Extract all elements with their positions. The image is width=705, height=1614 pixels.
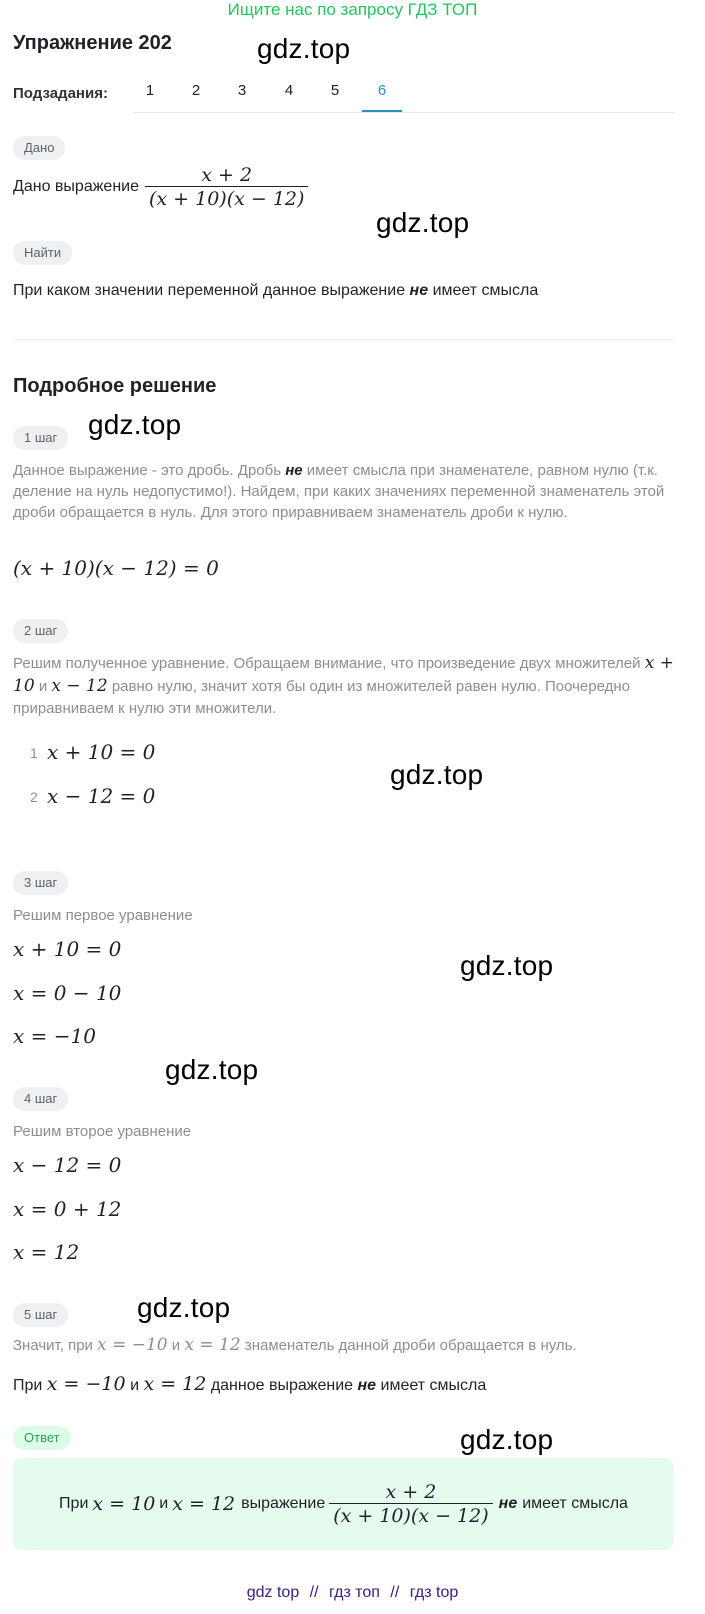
tab-3[interactable]: 3 [237, 82, 247, 99]
answer-pre: При [59, 1495, 89, 1512]
watermark: gdz.top [390, 759, 484, 790]
step2-text-b: равно нулю, значит хотя бы один из множителей равен нулю. Поочередно приравниваем к нулю эти множители. [13, 678, 631, 717]
watermark: gdz.top [460, 1424, 554, 1455]
step1-equation: (x + 10)(x − 12) = 0 [13, 556, 219, 580]
step2-factor1: x + 10 [13, 653, 674, 696]
step4-line-1: x − 12 = 0 [13, 1153, 122, 1177]
answer-mid: выражение [241, 1495, 326, 1512]
footer-link-2[interactable]: гдз топ [329, 1584, 380, 1601]
step4-line-3: x = 12 [13, 1240, 80, 1264]
given-badge: Дано [13, 136, 65, 160]
watermark: gdz.top [257, 33, 351, 64]
subtasks-label: Подзадания: [13, 85, 108, 102]
step3-text: Решим первое уравнение [13, 907, 193, 924]
watermark: gdz.top [460, 950, 554, 981]
answer-v1: x = 10 [92, 1493, 156, 1515]
step5-conclusion [13, 1373, 486, 1395]
answer-emph: не [498, 1495, 518, 1512]
find-badge: Найти [13, 241, 72, 265]
watermark: gdz.top [376, 207, 470, 238]
step5-c-post: имеет смысла [380, 1377, 487, 1394]
step1-badge: 1 шаг [13, 426, 68, 450]
step1-text-a: Данное выражение - это дробь. Дробь [13, 462, 282, 479]
step5-c-pre: При [13, 1377, 43, 1394]
step1-emph: не [285, 462, 303, 479]
given-denominator: (x + 10)(x − 12) [145, 186, 308, 210]
tab-6-active[interactable]: 6 [377, 82, 387, 99]
answer-denominator: (x + 10)(x − 12) [329, 1503, 492, 1527]
page-title: Упражнение 202 [13, 32, 172, 54]
step5-c-and: и [130, 1377, 139, 1394]
footer-links [0, 1584, 705, 1602]
step5-c-emph: не [357, 1377, 377, 1394]
step4-line-2: x = 0 + 12 [13, 1197, 122, 1221]
answer-v2: x = 12 [172, 1493, 236, 1515]
top-banner[interactable]: Ищите нас по запросу ГДЗ ТОП [227, 0, 478, 19]
step3-line-1: x + 10 = 0 [13, 937, 122, 961]
tab-4[interactable]: 4 [284, 82, 294, 99]
solution-title: Подробное решение [13, 375, 217, 397]
step3-badge: 3 шаг [13, 871, 68, 895]
given-fraction [145, 164, 308, 210]
step5-v2: x = 12 [184, 1335, 241, 1355]
step5-text-a: Значит, при [13, 1337, 93, 1354]
watermark: gdz.top [137, 1292, 231, 1323]
answer-and: и [159, 1495, 169, 1512]
tab-1[interactable]: 1 [145, 82, 155, 99]
watermark: gdz.top [88, 409, 182, 440]
step2-text-a: Решим полученное уравнение. Обращаем внимание, что произведение двух множителей [13, 655, 641, 672]
answer-post: имеет смысла [522, 1495, 628, 1512]
step5-and: и [171, 1337, 181, 1354]
answer-badge: Ответ [13, 1426, 71, 1450]
answer-text [13, 1474, 674, 1534]
footer-sep-2: // [390, 1584, 400, 1601]
find-text-before: При каком значении переменной данное выражение [13, 282, 406, 299]
step3-line-3: x = −10 [13, 1024, 96, 1048]
step5-c-v2: x = 12 [143, 1373, 207, 1395]
answer-fraction [329, 1481, 492, 1527]
step5-c-v1: x = −10 [46, 1373, 126, 1395]
step2-factor2: x − 12 [51, 676, 108, 696]
step2-badge: 2 шаг [13, 619, 68, 643]
tab-2[interactable]: 2 [191, 82, 201, 99]
footer-link-1[interactable]: gdz top [246, 1584, 300, 1601]
step5-badge: 5 шаг [13, 1303, 68, 1327]
step4-text: Решим второе уравнение [13, 1123, 192, 1140]
step2-and: и [38, 678, 48, 695]
step2-item-1-eq: x + 10 = 0 [47, 740, 156, 764]
tab-5[interactable]: 5 [330, 82, 340, 99]
step5-c-mid: данное выражение [210, 1377, 354, 1394]
step4-badge: 4 шаг [13, 1087, 68, 1111]
watermark: gdz.top [165, 1054, 259, 1085]
step3-line-2: x = 0 − 10 [13, 981, 122, 1005]
given-expression [13, 164, 308, 210]
tabs-divider [133, 112, 675, 113]
step1-text-b: имеет смысла при знаменателе, равном нулю (т.к. деление на нуль недопустимо!). Найдем, при каких значениях переменной знаменатель этой дроби обращается в нуль. Для этого приравниваем знаменатель дроби к нулю. [13, 462, 665, 521]
footer-link-3[interactable]: гдз top [409, 1584, 459, 1601]
step2-item-2-num: 2 [30, 789, 38, 805]
step5-text-b: знаменатель данной дроби обращается в нуль. [244, 1337, 577, 1354]
footer-sep-1: // [309, 1584, 319, 1601]
step5-v1: x = −10 [97, 1335, 168, 1355]
step5-text [13, 1335, 577, 1356]
step2-item-1-num: 1 [30, 745, 38, 761]
step2-item-2-eq: x − 12 = 0 [47, 784, 156, 808]
section-divider [13, 339, 675, 340]
step2-text [13, 652, 678, 720]
active-tab-underline [362, 110, 402, 112]
find-emph: не [409, 282, 429, 299]
find-text-after: имеет смысла [432, 282, 539, 299]
find-question [13, 282, 538, 300]
step1-text [13, 460, 678, 523]
given-numerator: x + 2 [201, 164, 253, 186]
given-text: Дано выражение [13, 178, 139, 195]
answer-numerator: x + 2 [385, 1481, 437, 1503]
